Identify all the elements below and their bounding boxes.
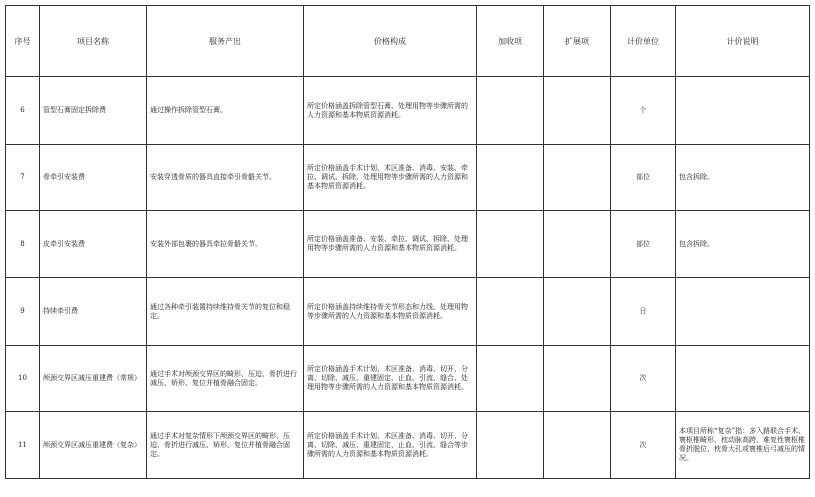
header-unit: 计价单位 <box>611 6 676 77</box>
cell-price: 所定价格涵盖手术计划、术区准备、消毒、安装、牵拉、调试、拆除、处理用物等步骤所需的人力资源和基本物质资源消耗。 <box>304 145 477 211</box>
cell-name: 管型石膏固定拆除费 <box>40 77 147 145</box>
cell-output: 安装外部包裹的器具牵拉骨骼关节。 <box>147 211 304 278</box>
table-row <box>6 145 810 211</box>
cell-price: 所定价格涵盖拆除管型石膏、处理用物等步骤所需的人力资源和基本物质资源消耗。 <box>304 77 477 145</box>
cell-extra <box>477 412 544 479</box>
cell-no: 9 <box>6 278 40 346</box>
cell-ext <box>544 412 611 479</box>
table-row <box>6 211 810 278</box>
table-row <box>6 346 810 412</box>
cell-unit: 个 <box>611 77 676 145</box>
cell-output: 安装穿透骨质的器具直接牵引骨骼关节。 <box>147 145 304 211</box>
cell-extra <box>477 346 544 412</box>
header-ext: 扩展项 <box>544 6 611 77</box>
cell-output: 通过各种牵引装置持续维持骨关节的复位和稳定。 <box>147 278 304 346</box>
cell-output: 通过操作拆除管型石膏。 <box>147 77 304 145</box>
cell-ext <box>544 77 611 145</box>
cell-note: 包含拆除。 <box>676 145 810 211</box>
cell-no: 7 <box>6 145 40 211</box>
cell-note <box>676 77 810 145</box>
table-row <box>6 278 810 346</box>
header-note: 计价说明 <box>676 6 810 77</box>
cell-extra <box>477 145 544 211</box>
header-output: 服务产出 <box>147 6 304 77</box>
cell-price: 所定价格涵盖持续维持骨关节形态和力线、处理用物等步骤所需的人力资源和基本物质资源消耗。 <box>304 278 477 346</box>
cell-no: 10 <box>6 346 40 412</box>
header-price: 价格构成 <box>304 6 477 77</box>
cell-price: 所定价格涵盖准备、安装、牵拉、调试、拆除、处理用物等步骤所需的人力资源和基本物质资源消耗。 <box>304 211 477 278</box>
cell-extra <box>477 278 544 346</box>
cell-unit: 日 <box>611 278 676 346</box>
cell-unit: 次 <box>611 346 676 412</box>
table-row <box>6 77 810 145</box>
cell-output: 通过手术对颅颈交界区的畸形、压迫、骨折进行减压、矫形、复位并植骨融合固定。 <box>147 346 304 412</box>
header-extra: 加收项 <box>477 6 544 77</box>
cell-ext <box>544 278 611 346</box>
cell-name: 颅颈交界区减压重建费（复杂） <box>40 412 147 479</box>
cell-name: 颅颈交界区减压重建费（常规） <box>40 346 147 412</box>
cell-name: 骨牵引安装费 <box>40 145 147 211</box>
cell-unit: 部位 <box>611 211 676 278</box>
cell-no: 11 <box>6 412 40 479</box>
cell-unit: 次 <box>611 412 676 479</box>
cell-output: 通过手术对复杂情形下颅颈交界区的畸形、压迫、骨折进行减压、矫形、复位并植骨融合固定。 <box>147 412 304 479</box>
cell-price: 所定价格涵盖手术计划、术区准备、消毒、切开、分离、切除、减压、重建固定、止血、引流、缝合、处理用物等步骤所需的人力资源和基本物质资源消耗。 <box>304 346 477 412</box>
pricing-table-sheet <box>5 5 809 479</box>
header-row <box>6 6 810 77</box>
cell-name: 持续牵引费 <box>40 278 147 346</box>
cell-note <box>676 278 810 346</box>
cell-ext <box>544 211 611 278</box>
header-name: 项目名称 <box>40 6 147 77</box>
cell-extra <box>477 77 544 145</box>
cell-extra <box>477 211 544 278</box>
header-no: 序号 <box>6 6 40 77</box>
cell-name: 皮牵引安装费 <box>40 211 147 278</box>
table-row <box>6 412 810 479</box>
cell-note: 包含拆除。 <box>676 211 810 278</box>
cell-no: 6 <box>6 77 40 145</box>
cell-unit: 部位 <box>611 145 676 211</box>
cell-price: 所定价格涵盖手术计划、术区准备、消毒、切开、分离、切除、减压、重建固定、止血、引流、缝合等步骤所需的人力资源和基本物质资源消耗。 <box>304 412 477 479</box>
pricing-table <box>5 5 810 479</box>
cell-ext <box>544 346 611 412</box>
cell-ext <box>544 145 611 211</box>
cell-note <box>676 346 810 412</box>
cell-note: 本项目所称“复杂”指：多入路联合手术、寰枢椎畸形、枕动脉高跨、难复性寰枢椎骨折脱位、枕骨大孔或寰椎后弓减压的情况。 <box>676 412 810 479</box>
cell-no: 8 <box>6 211 40 278</box>
